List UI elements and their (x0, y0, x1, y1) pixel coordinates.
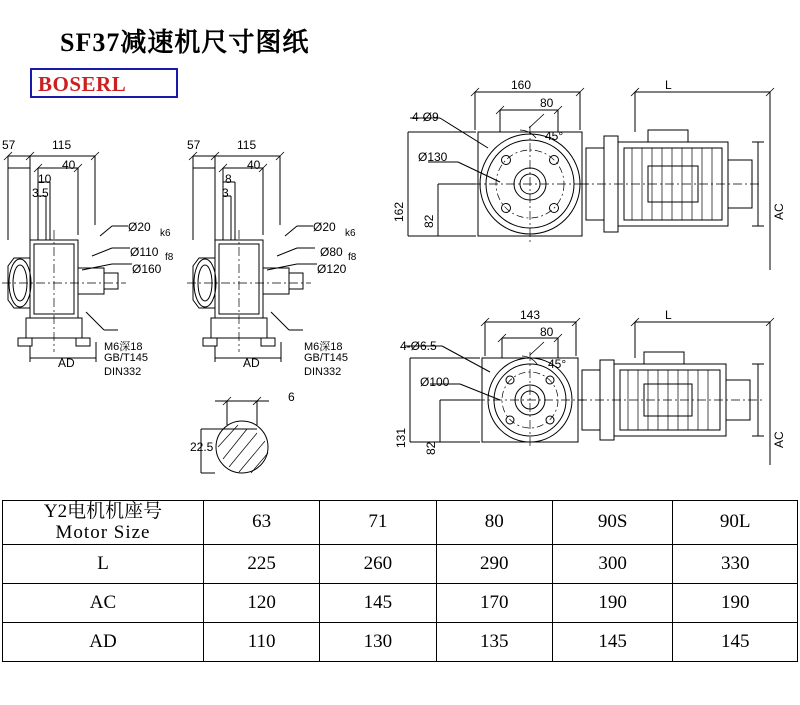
cell: 190 (673, 583, 798, 622)
row-label-motor-size (3, 501, 204, 545)
note-din-left1: DIN332 (104, 366, 142, 378)
dim-d120-left2: Ø120 (317, 262, 347, 276)
note-din-left2: DIN332 (304, 366, 342, 378)
dim-ac-bottom: AC (772, 431, 786, 448)
cell: 290 (436, 544, 552, 583)
top-right-view (380, 70, 800, 300)
cell: 130 (320, 622, 436, 661)
row-label-L: L (3, 544, 204, 583)
dim-ac-top: AC (772, 203, 786, 220)
tol-k6-left2: k6 (345, 228, 356, 239)
row-label-cn: Y2电机机座号 (43, 501, 163, 522)
dim-3p5-left1: 3.5 (32, 186, 49, 200)
note-m6-left2: M6深18 (304, 341, 343, 353)
dim-L-top: L (665, 78, 672, 92)
cell: 90L (673, 501, 798, 545)
dim-d130-top: Ø130 (418, 150, 448, 164)
dim-d100-bottom: Ø100 (420, 375, 450, 389)
note-gb-left1: GB/T145 (104, 352, 149, 364)
dim-160-top: 160 (511, 78, 532, 92)
dim-80-bottom: 80 (540, 325, 554, 339)
cell: 145 (320, 583, 436, 622)
cell: 330 (673, 544, 798, 583)
dim-d110-left1: Ø110 (130, 245, 159, 259)
dim-6-key: 6 (288, 390, 295, 404)
dim-ad-left1: AD (58, 356, 75, 370)
table-row (3, 583, 798, 622)
dim-45deg-bottom: 45° (548, 357, 567, 371)
dim-4xd9-top: 4-Ø9 (412, 110, 439, 124)
left-view-1 (0, 130, 190, 395)
table-row (3, 544, 798, 583)
cell: 300 (552, 544, 673, 583)
dim-80-top: 80 (540, 96, 554, 110)
shaft-section-view (185, 385, 315, 490)
dim-22p5-key: 22.5 (190, 440, 214, 454)
row-label-AD: AD (3, 622, 204, 661)
tol-f8-left1: f8 (165, 252, 174, 263)
cell: 225 (204, 544, 320, 583)
dim-131-bottom: 131 (394, 427, 408, 448)
cell: 190 (552, 583, 673, 622)
dim-L-bottom: L (665, 308, 672, 322)
cell: 260 (320, 544, 436, 583)
dim-82-top: 82 (422, 214, 436, 228)
dim-40-left2: 40 (247, 158, 261, 172)
tol-f8-left2: f8 (348, 252, 357, 263)
dim-45deg-top: 45° (545, 129, 564, 143)
dim-d160-left1: Ø160 (132, 262, 162, 276)
cell: 90S (552, 501, 673, 545)
dim-162-top: 162 (392, 201, 406, 222)
dim-115-left2: 115 (237, 138, 257, 152)
dim-10-left1: 10 (38, 172, 52, 186)
cell: 135 (436, 622, 552, 661)
dim-4xd65-bottom: 4-Ø6.5 (400, 339, 437, 353)
dim-115-left1: 115 (52, 138, 72, 152)
row-label-AC: AC (3, 583, 204, 622)
dim-d80-left2: Ø80 (320, 245, 343, 259)
table-row (3, 622, 798, 661)
cell: 170 (436, 583, 552, 622)
dim-57-left1: 57 (2, 138, 16, 152)
note-m6-left1: M6深18 (104, 341, 143, 353)
dim-8-left2: 8 (225, 172, 232, 186)
bottom-right-view (380, 300, 800, 490)
dim-d20-left2: Ø20 (313, 220, 336, 234)
dim-143-bottom: 143 (520, 308, 541, 322)
cell: 120 (204, 583, 320, 622)
tol-k6-left1: k6 (160, 228, 171, 239)
row-label-en: Motor Size (55, 522, 151, 544)
cell: 145 (552, 622, 673, 661)
dim-ad-left2: AD (243, 356, 260, 370)
dim-57-left2: 57 (187, 138, 201, 152)
cell: 110 (204, 622, 320, 661)
cell: 145 (673, 622, 798, 661)
dim-40-left1: 40 (62, 158, 76, 172)
cell: 63 (204, 501, 320, 545)
dim-3-left2: 3 (222, 186, 229, 200)
table-row (3, 501, 798, 545)
cell: 80 (436, 501, 552, 545)
note-gb-left2: GB/T145 (304, 352, 349, 364)
spec-table (2, 500, 798, 662)
dim-d20-left1: Ø20 (128, 220, 151, 234)
page-title: SF37减速机尺寸图纸 (60, 28, 310, 57)
logo-text: BOSERL (38, 72, 127, 96)
cell: 71 (320, 501, 436, 545)
dim-82-bottom: 82 (424, 441, 438, 455)
